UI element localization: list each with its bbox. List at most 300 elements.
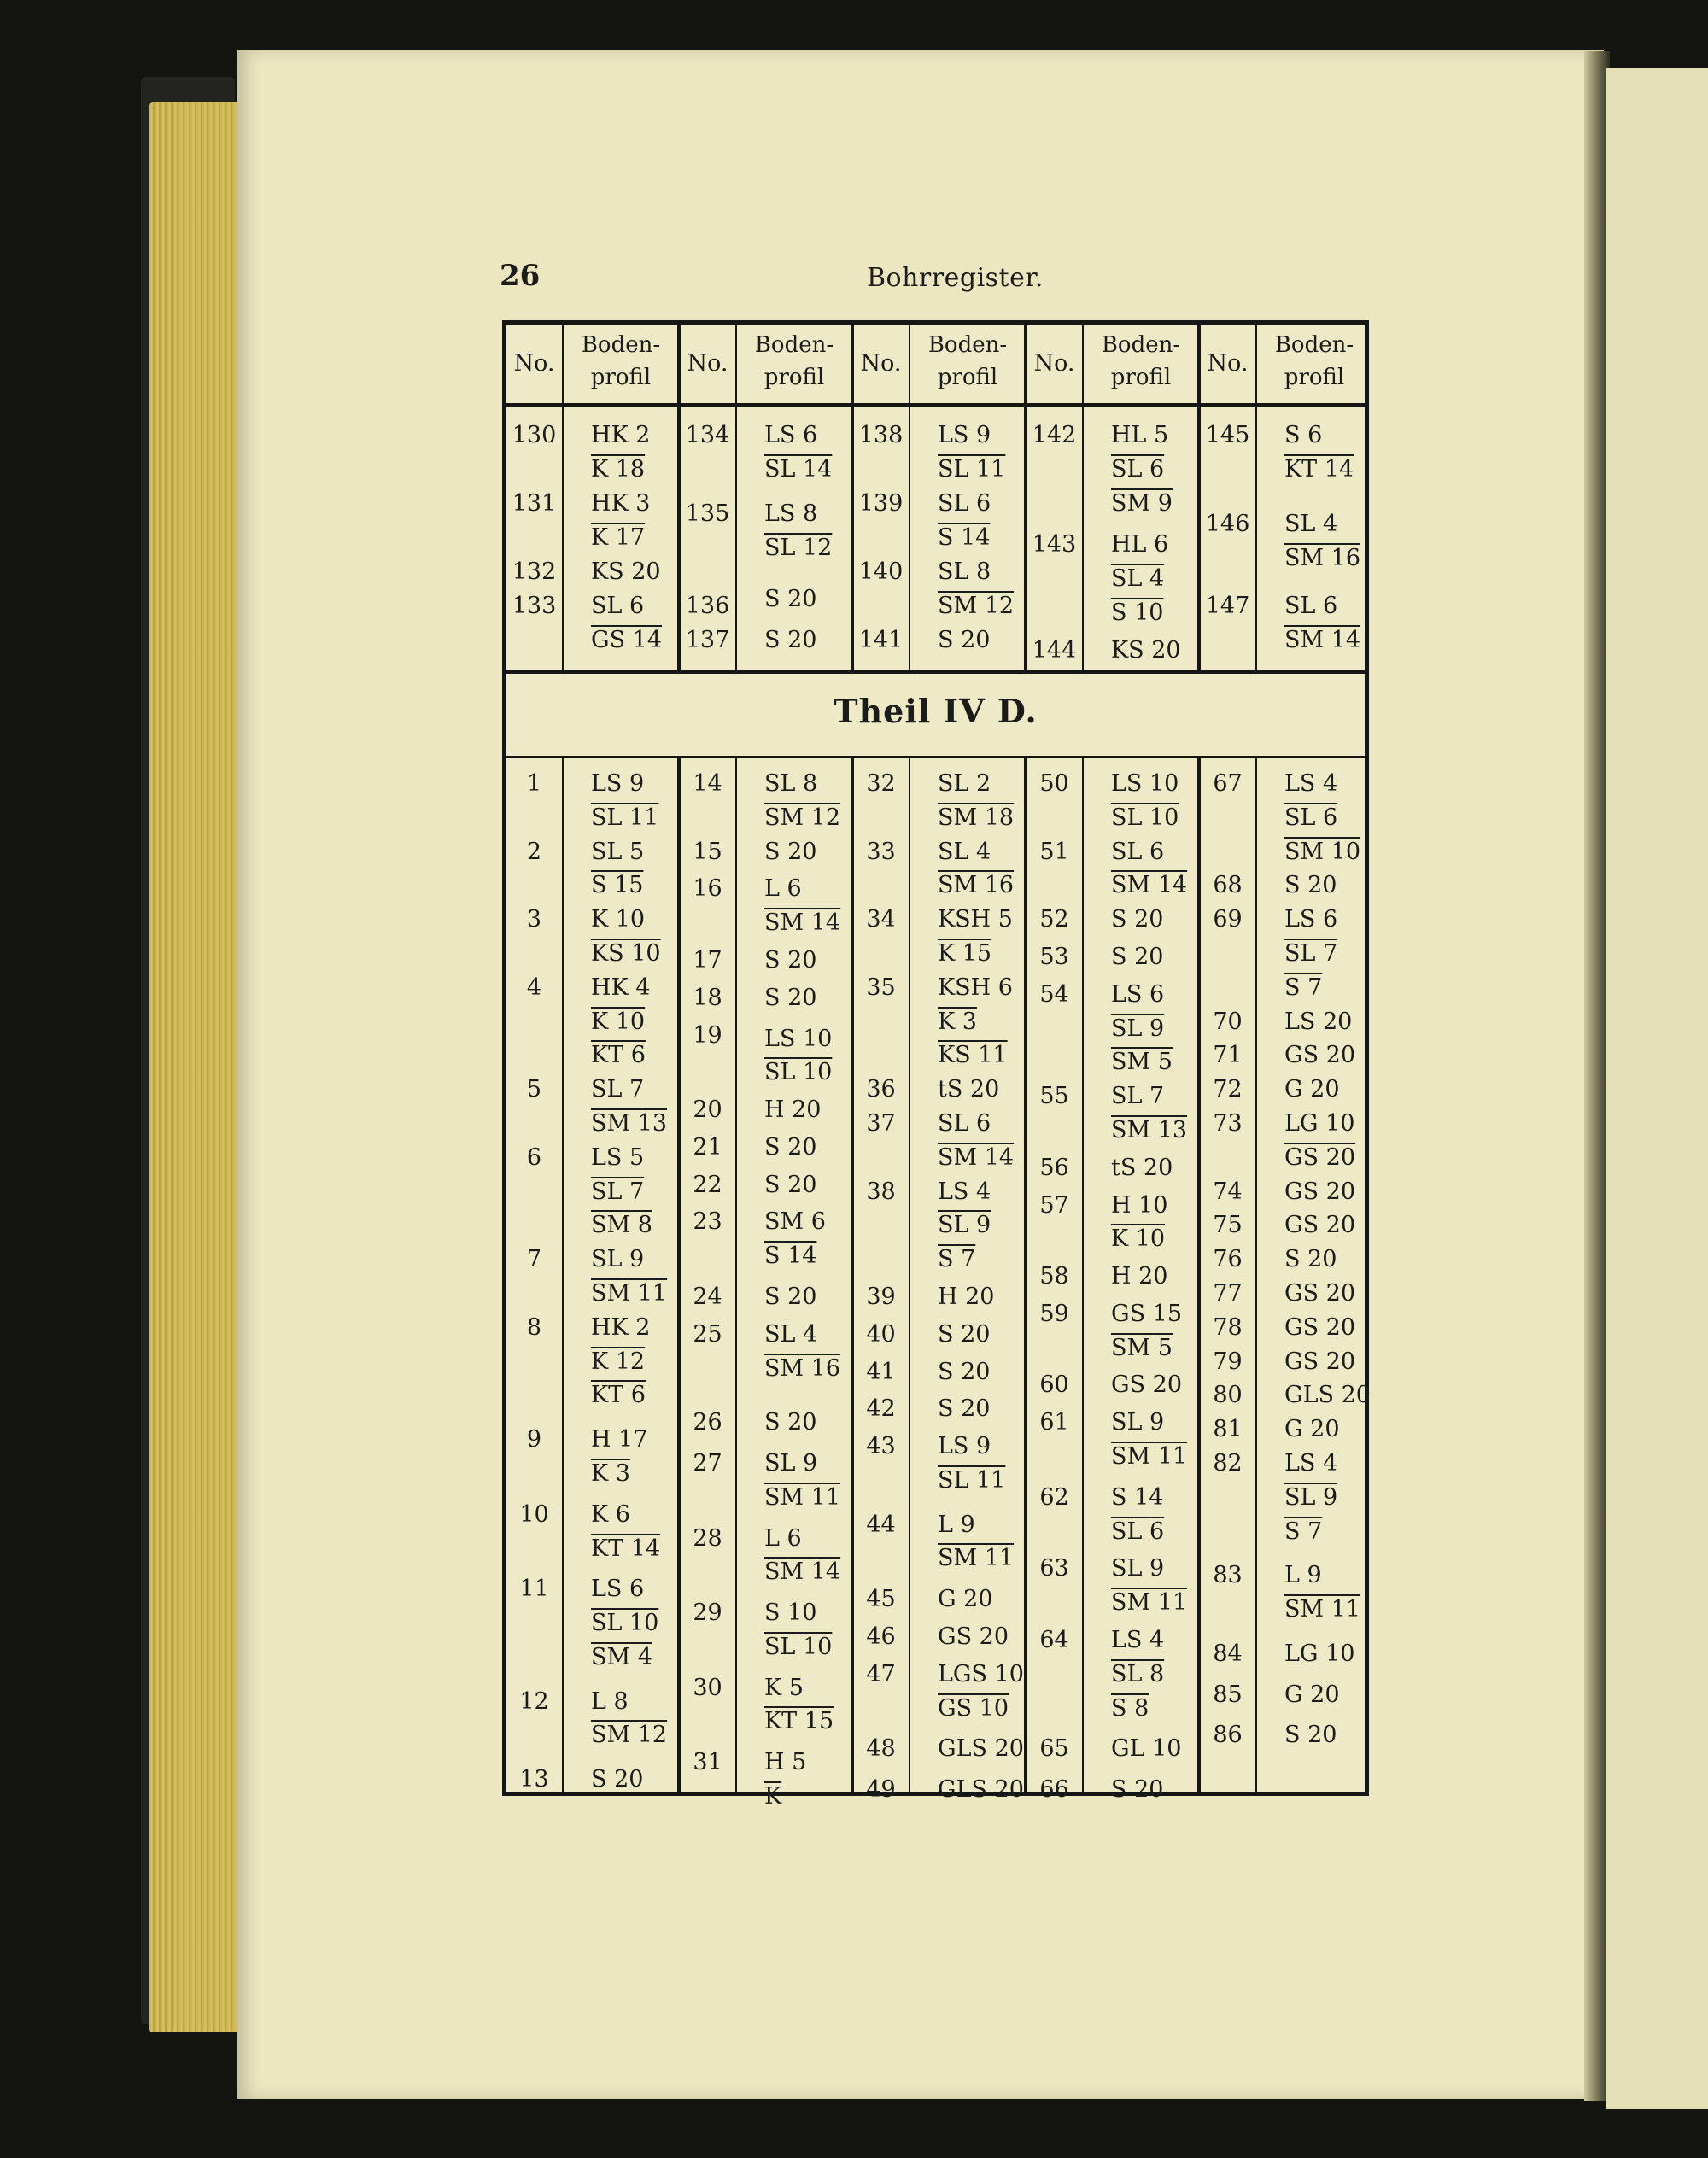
soil-profile-entry: SM 9 (1111, 490, 1173, 517)
header-line-1: Boden- (927, 332, 1008, 358)
soil-profile-entry: SL 10 (764, 1059, 833, 1086)
soil-profile-entry: SL 6 (1111, 838, 1165, 865)
soil-profile-entry: SL 6 (938, 490, 991, 517)
bore-number: 21 (693, 1133, 722, 1161)
bore-number: 34 (866, 906, 896, 933)
bore-number: 74 (1213, 1178, 1243, 1205)
bore-number: 11 (519, 1576, 549, 1603)
bore-number: 42 (866, 1395, 896, 1423)
bore-number: 43 (866, 1433, 896, 1460)
bore-number: 33 (866, 838, 896, 865)
soil-profile-entry: GLS 20 (1284, 1382, 1371, 1409)
soil-profile-entry: S 15 (591, 872, 644, 899)
bore-number: 44 (866, 1511, 896, 1538)
bore-number: 20 (693, 1097, 722, 1124)
soil-profile-entry: S 20 (764, 946, 817, 974)
bore-number: 10 (519, 1500, 549, 1528)
soil-profile-entry: SL 4 (1111, 565, 1165, 592)
soil-profile-entry: SL 7 (1284, 940, 1338, 967)
bore-number: 71 (1213, 1042, 1243, 1069)
bore-number: 38 (866, 1178, 896, 1205)
no-header: No. (687, 350, 728, 377)
soil-profile-entry: GS 20 (1284, 1348, 1356, 1375)
soil-profile-entry: S 14 (938, 524, 991, 551)
header-line-1: Boden- (1101, 332, 1181, 358)
soil-profile-entry: LS 4 (1284, 770, 1338, 797)
bore-number: 29 (693, 1599, 722, 1627)
soil-profile-entry: S 20 (764, 1409, 817, 1436)
soil-profile-entry: LGS 10 (938, 1660, 1024, 1687)
soil-profile-entry: KT 15 (764, 1708, 834, 1735)
soil-profile-entry: SM 13 (591, 1110, 668, 1137)
bore-number: 75 (1213, 1212, 1243, 1239)
page-edges (149, 102, 248, 2032)
soil-profile-entry: SM 14 (764, 909, 841, 937)
no-header: No. (1207, 350, 1249, 377)
running-title: Bohrregister. (867, 263, 1044, 293)
bore-number: 6 (526, 1143, 542, 1171)
soil-profile-entry: tS 20 (938, 1076, 1000, 1103)
soil-profile-entry: KSH 6 (938, 974, 1013, 1001)
bore-number: 49 (866, 1776, 896, 1804)
soil-profile-entry: G 20 (1284, 1416, 1340, 1443)
soil-profile-entry: LS 4 (1111, 1626, 1165, 1653)
soil-profile-entry: H 17 (591, 1426, 648, 1453)
soil-profile-entry: HL 6 (1111, 531, 1169, 558)
soil-profile-entry: SL 11 (938, 456, 1006, 482)
soil-profile-entry: GS 20 (1284, 1212, 1356, 1239)
bore-number: 79 (1213, 1348, 1243, 1375)
header-line-2: profil (1284, 365, 1345, 390)
soil-profile-entry: S 20 (1111, 943, 1164, 970)
bore-number: 26 (693, 1409, 722, 1436)
soil-profile-entry: KT 14 (591, 1535, 661, 1562)
bore-number: 130 (512, 422, 557, 448)
soil-profile-entry: K 5 (764, 1674, 804, 1701)
bore-number: 55 (1039, 1083, 1069, 1110)
soil-profile-entry: LS 6 (591, 1576, 645, 1603)
soil-profile-entry: LS 9 (938, 1433, 991, 1460)
soil-profile-entry: SM 13 (1111, 1116, 1188, 1143)
soil-profile-entry: L 9 (938, 1511, 975, 1538)
soil-profile-entry: SM 14 (764, 1559, 841, 1586)
bore-number: 14 (693, 770, 722, 797)
bore-number: 61 (1039, 1409, 1069, 1436)
soil-profile-entry: SL 10 (764, 1633, 833, 1660)
column-divider (735, 758, 737, 1792)
bore-number: 60 (1039, 1371, 1069, 1399)
soil-profile-entry: G 20 (1284, 1681, 1340, 1708)
soil-profile-entry: SL 8 (1111, 1660, 1165, 1687)
soil-profile-entry: GS 20 (1284, 1313, 1356, 1341)
soil-profile-entry: GLS 20 (938, 1735, 1024, 1763)
soil-profile-entry: SL 7 (591, 1178, 645, 1205)
bore-number: 39 (866, 1283, 896, 1310)
soil-profile-entry: LS 6 (1284, 906, 1338, 933)
bore-number: 132 (512, 559, 557, 585)
bore-number: 4 (526, 974, 542, 1001)
soil-profile-entry: K 3 (591, 1459, 630, 1487)
header-line-1: Boden- (754, 332, 834, 358)
bore-number: 3 (526, 906, 542, 933)
soil-profile-entry: HL 5 (1111, 422, 1169, 448)
bore-number: 41 (866, 1358, 896, 1385)
bore-number: 2 (526, 838, 542, 865)
soil-profile-entry: KT 6 (591, 1042, 646, 1069)
soil-profile-entry: S 7 (938, 1246, 976, 1273)
bore-number: 50 (1039, 770, 1069, 797)
soil-profile-entry: LS 9 (938, 422, 991, 448)
soil-profile-entry: K 10 (591, 906, 646, 933)
bore-number: 8 (526, 1313, 542, 1341)
bore-number: 58 (1039, 1263, 1069, 1290)
soil-profile-entry: KSH 5 (938, 906, 1013, 933)
soil-profile-entry: S 20 (764, 838, 817, 865)
soil-profile-entry: S 20 (1284, 1246, 1337, 1273)
bore-number: 57 (1039, 1191, 1069, 1219)
bore-number: 62 (1039, 1483, 1069, 1511)
bore-number: 37 (866, 1110, 896, 1137)
soil-profile-entry: SL 9 (1111, 1555, 1165, 1582)
column-divider (909, 758, 910, 1792)
soil-profile-entry: S 20 (938, 1395, 991, 1423)
soil-profile-entry: H 10 (1111, 1191, 1168, 1219)
bore-number: 46 (866, 1623, 896, 1650)
soil-profile-entry: SM 14 (1111, 872, 1188, 899)
soil-profile-entry: K 15 (938, 940, 992, 967)
soil-profile-entry: KS 20 (1111, 637, 1181, 664)
bore-number: 86 (1213, 1722, 1243, 1749)
soil-profile-entry: LS 6 (764, 422, 818, 448)
header-line-2: profil (590, 365, 652, 390)
bore-number: 133 (512, 593, 557, 619)
soil-profile-entry: SM 11 (1111, 1589, 1188, 1617)
soil-profile-entry: GS 20 (1284, 1178, 1356, 1205)
bore-number: 145 (1205, 422, 1250, 448)
soil-profile-entry: SM 4 (591, 1643, 652, 1670)
bore-number: 73 (1213, 1110, 1243, 1137)
bore-number: 85 (1213, 1681, 1243, 1708)
soil-profile-entry: S 20 (764, 586, 817, 612)
soil-profile-entry: SL 14 (764, 456, 833, 482)
soil-profile-entry: LS 4 (938, 1178, 991, 1205)
soil-profile-entry: SL 6 (1284, 804, 1338, 831)
bore-number: 143 (1032, 531, 1077, 558)
bore-number: 134 (685, 422, 730, 448)
soil-profile-entry: SL 9 (938, 1212, 991, 1239)
bore-number: 47 (866, 1660, 896, 1687)
soil-profile-entry: SM 11 (764, 1483, 841, 1511)
bore-number: 83 (1213, 1562, 1243, 1589)
soil-profile-entry: SL 11 (938, 1466, 1006, 1494)
bore-number: 68 (1213, 872, 1243, 899)
soil-profile-entry: SL 9 (1284, 1483, 1338, 1511)
bore-number: 84 (1213, 1640, 1243, 1667)
no-header: No. (1033, 350, 1075, 377)
soil-profile-entry: LG 10 (1284, 1640, 1355, 1667)
bore-number: 146 (1205, 511, 1250, 537)
soil-profile-entry: GLS 20 (938, 1776, 1024, 1804)
soil-profile-entry: L 6 (764, 875, 802, 903)
soil-profile-entry: S 20 (764, 984, 817, 1011)
soil-profile-entry: SM 8 (591, 1212, 652, 1239)
bore-number: 138 (858, 422, 904, 448)
soil-profile-entry: SL 9 (1111, 1409, 1165, 1436)
bore-number: 66 (1039, 1776, 1069, 1804)
bore-number: 18 (693, 984, 722, 1011)
soil-profile-entry: GS 14 (591, 627, 663, 653)
soil-profile-entry: SL 8 (764, 770, 818, 797)
soil-profile-entry: LS 20 (1284, 1008, 1353, 1035)
soil-profile-entry: SL 6 (1111, 456, 1165, 482)
soil-profile-entry: LS 6 (1111, 980, 1165, 1008)
soil-profile-entry: K 12 (591, 1348, 646, 1375)
bore-number: 80 (1213, 1382, 1243, 1409)
soil-profile-entry: L 8 (591, 1687, 629, 1715)
soil-profile-entry: SL 10 (1111, 804, 1179, 831)
soil-profile-entry: K 10 (591, 1008, 646, 1035)
soil-profile-entry: K 17 (591, 524, 646, 551)
bore-number: 81 (1213, 1416, 1243, 1443)
bore-number: 141 (858, 627, 904, 653)
soil-profile-entry: S 6 (1284, 422, 1323, 448)
soil-profile-entry: K 6 (591, 1500, 630, 1528)
soil-profile-entry: S 20 (764, 627, 817, 653)
soil-profile-entry: S 20 (591, 1766, 644, 1793)
soil-profile-entry: HK 4 (591, 974, 651, 1001)
soil-profile-entry: HK 2 (591, 422, 651, 448)
soil-profile-entry: G 20 (1284, 1076, 1340, 1103)
bore-number: 1 (526, 770, 542, 797)
soil-profile-entry: SL 10 (591, 1610, 659, 1637)
bore-number: 9 (526, 1426, 542, 1453)
soil-profile-entry: LS 5 (591, 1143, 645, 1171)
soil-profile-entry: SM 12 (591, 1722, 668, 1749)
bore-number: 35 (866, 974, 896, 1001)
bore-number: 67 (1213, 770, 1243, 797)
bore-number: 40 (866, 1320, 896, 1348)
soil-profile-entry: SL 9 (764, 1450, 818, 1477)
soil-profile-entry: SL 4 (938, 838, 991, 865)
soil-profile-entry: K 3 (938, 1008, 977, 1035)
soil-profile-entry: S 14 (764, 1243, 817, 1270)
bore-number: 30 (693, 1674, 722, 1701)
bore-number: 78 (1213, 1313, 1243, 1341)
soil-profile-entry: K 10 (1111, 1225, 1166, 1253)
soil-profile-entry: SL 6 (591, 593, 645, 619)
soil-profile-entry: SL 9 (1111, 1015, 1165, 1042)
bore-number: 77 (1213, 1280, 1243, 1307)
soil-profile-entry: S 7 (1284, 974, 1323, 1001)
soil-profile-entry: SL 8 (938, 559, 991, 585)
header-line-1: Boden- (1274, 332, 1354, 358)
soil-profile-entry: S 10 (764, 1599, 817, 1627)
soil-profile-entry: SM 14 (938, 1143, 1015, 1171)
soil-profile-entry: H 20 (764, 1097, 822, 1124)
soil-profile-entry: GS 15 (1111, 1300, 1183, 1327)
soil-profile-entry: SM 16 (764, 1354, 841, 1382)
soil-profile-entry: S 14 (1111, 1483, 1164, 1511)
soil-profile-entry: HK 2 (591, 1313, 651, 1341)
soil-profile-entry: KT 14 (1284, 456, 1354, 482)
bore-number: 70 (1213, 1008, 1243, 1035)
soil-profile-entry: LS 10 (1111, 770, 1179, 797)
bore-number: 7 (526, 1246, 542, 1273)
bore-number: 147 (1205, 593, 1250, 619)
soil-profile-entry: LG 10 (1284, 1110, 1355, 1137)
soil-profile-entry: GS 20 (938, 1623, 1009, 1650)
soil-profile-entry: SL 5 (591, 838, 645, 865)
soil-profile-entry: GS 20 (1111, 1371, 1183, 1399)
soil-profile-entry: SL 9 (591, 1246, 645, 1273)
soil-profile-entry: SM 11 (1284, 1596, 1361, 1623)
soil-profile-entry: S 10 (1111, 599, 1164, 626)
soil-profile-entry: SL 2 (938, 770, 991, 797)
bore-register-table (502, 320, 1371, 1810)
soil-profile-entry: SM 11 (591, 1280, 668, 1307)
bore-number: 56 (1039, 1154, 1069, 1181)
soil-profile-entry: LS 4 (1284, 1450, 1338, 1477)
bore-number: 45 (866, 1586, 896, 1613)
bore-number: 16 (693, 875, 722, 903)
soil-profile-entry: K 18 (591, 456, 646, 482)
bore-number: 22 (693, 1171, 722, 1198)
soil-profile-entry: L 6 (764, 1524, 802, 1552)
bore-number: 76 (1213, 1246, 1243, 1273)
bore-number: 31 (693, 1749, 722, 1776)
soil-profile-entry: LS 10 (764, 1025, 833, 1052)
soil-profile-entry: S 20 (1111, 906, 1164, 933)
soil-profile-entry: KT 6 (591, 1382, 646, 1409)
soil-profile-entry: $\overline{K}$ (764, 1783, 782, 1810)
soil-profile-entry: SL 6 (1111, 1518, 1165, 1545)
soil-profile-entry: G 20 (938, 1586, 993, 1613)
soil-profile-entry: H 20 (1111, 1263, 1168, 1290)
soil-profile-entry: SM 5 (1111, 1049, 1173, 1076)
bore-number: 28 (693, 1524, 722, 1552)
bore-number: 144 (1032, 637, 1077, 664)
soil-profile-entry: SL 6 (938, 1110, 991, 1137)
soil-profile-entry: S 20 (764, 1283, 817, 1310)
bore-number: 69 (1213, 906, 1243, 933)
soil-profile-entry: GS 20 (1284, 1280, 1356, 1307)
bore-number: 63 (1039, 1555, 1069, 1582)
boden-profil-header (562, 329, 680, 394)
bore-number: 17 (693, 946, 722, 974)
soil-profile-entry: tS 20 (1111, 1154, 1173, 1181)
bore-number: 23 (693, 1208, 722, 1236)
column-divider (1082, 758, 1084, 1792)
bore-number: 54 (1039, 980, 1069, 1008)
soil-profile-entry: GL 10 (1111, 1735, 1182, 1763)
boden-profil-header (1082, 329, 1200, 394)
bore-number: 27 (693, 1450, 722, 1477)
soil-profile-entry: SL 4 (1284, 511, 1338, 537)
no-header: No. (513, 350, 555, 377)
soil-profile-entry: SM 12 (938, 593, 1015, 619)
bore-number: 24 (693, 1283, 722, 1310)
soil-profile-entry: S 8 (1111, 1694, 1149, 1722)
soil-profile-entry: HK 3 (591, 490, 651, 517)
soil-profile-entry: SM 16 (1284, 545, 1361, 571)
soil-profile-entry: SL 6 (1284, 593, 1338, 619)
soil-profile-entry: H 5 (764, 1749, 807, 1776)
soil-profile-entry: SM 10 (1284, 838, 1361, 865)
bore-number: 72 (1213, 1076, 1243, 1103)
soil-profile-entry: SM 11 (1111, 1443, 1188, 1471)
column-divider (562, 758, 564, 1792)
soil-profile-entry: S 20 (1284, 872, 1337, 899)
bore-number: 140 (858, 559, 904, 585)
bore-number: 36 (866, 1076, 896, 1103)
header-line-2: profil (1110, 365, 1172, 390)
soil-profile-entry: L 9 (1284, 1562, 1322, 1589)
soil-profile-entry: S 20 (1284, 1722, 1337, 1749)
soil-profile-entry: SL 12 (764, 535, 833, 561)
soil-profile-entry: GS 10 (938, 1694, 1009, 1722)
soil-profile-entry: GS 20 (1284, 1042, 1356, 1069)
soil-profile-entry: SM 6 (764, 1208, 826, 1236)
bore-number: 32 (866, 770, 896, 797)
soil-profile-entry: S 20 (764, 1171, 817, 1198)
soil-profile-entry: LS 8 (764, 500, 818, 527)
soil-profile-entry: S 20 (938, 627, 991, 653)
soil-profile-entry: SM 12 (764, 804, 841, 831)
soil-profile-entry: SM 5 (1111, 1334, 1173, 1361)
soil-profile-entry: SM 11 (938, 1545, 1015, 1572)
soil-profile-entry: KS 11 (938, 1042, 1008, 1069)
bore-number: 5 (526, 1076, 542, 1103)
soil-profile-entry: SM 18 (938, 804, 1015, 831)
bore-number: 131 (512, 490, 557, 517)
bore-number: 15 (693, 838, 722, 865)
header-line-1: Boden- (581, 332, 661, 358)
soil-profile-entry: SM 16 (938, 872, 1015, 899)
header-rule (506, 403, 1365, 407)
soil-profile-entry: S 20 (938, 1358, 991, 1385)
bore-number: 19 (693, 1021, 722, 1049)
bore-number: 48 (866, 1735, 896, 1763)
soil-profile-entry: S 20 (764, 1133, 817, 1161)
header-line-2: profil (937, 365, 998, 390)
no-header: No. (860, 350, 902, 377)
section-rule-top (506, 670, 1365, 674)
bore-number: 53 (1039, 943, 1069, 970)
column-divider (1255, 758, 1257, 1792)
soil-profile-entry: SL 4 (764, 1320, 818, 1348)
section-title: Theil IV D. (834, 692, 1038, 730)
page-number: 26 (500, 259, 541, 293)
header-line-2: profil (763, 365, 825, 390)
boden-profil-header (909, 329, 1027, 394)
soil-profile-entry: H 20 (938, 1283, 995, 1310)
soil-profile-entry: LS 9 (591, 770, 645, 797)
bore-number: 51 (1039, 838, 1069, 865)
boden-profil-header (735, 329, 853, 394)
bore-number: 13 (519, 1766, 549, 1793)
bore-number: 65 (1039, 1735, 1069, 1763)
soil-profile-entry: SL 7 (591, 1076, 645, 1103)
bore-number: 25 (693, 1320, 722, 1348)
soil-profile-entry: S 7 (1284, 1518, 1323, 1545)
soil-profile-entry: KS 10 (591, 940, 661, 967)
soil-profile-entry: KS 20 (591, 559, 661, 585)
soil-profile-entry: SL 7 (1111, 1083, 1165, 1110)
section-rule-bottom (506, 756, 1365, 758)
bore-number: 136 (685, 593, 730, 619)
facing-page (1606, 68, 1708, 2109)
bore-number: 52 (1039, 906, 1069, 933)
